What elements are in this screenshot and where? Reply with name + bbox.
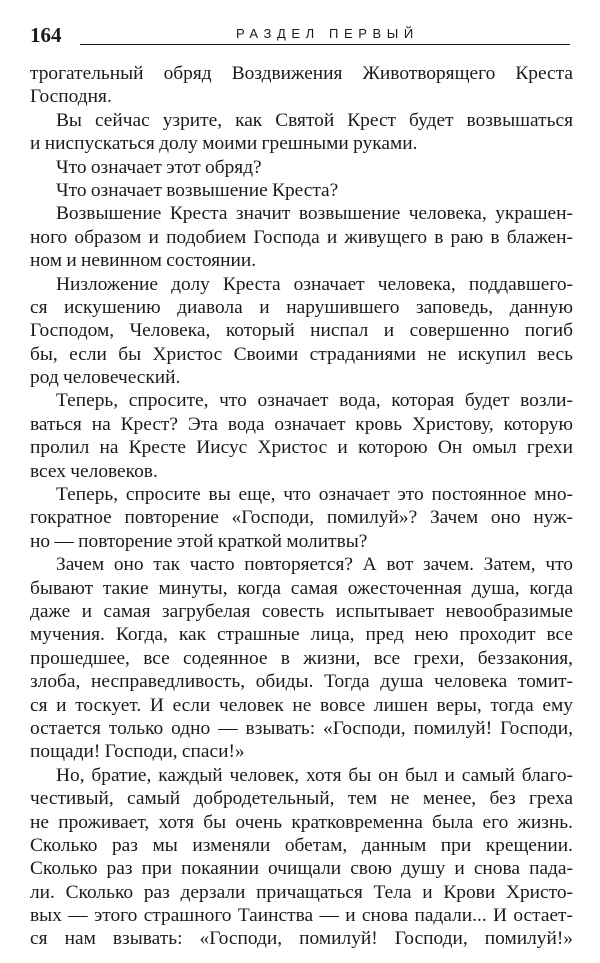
text-line: ного образом и подобием Господа и живущего в раю в блажен- <box>30 226 573 248</box>
text-line: Возвышение Креста значит возвышение человека, украшен- <box>56 203 573 225</box>
text-line: Что означает возвышение Креста? <box>56 179 339 201</box>
text-line: прошедшее, все содеянное в жизни, все грехи, беззакония, <box>30 647 573 669</box>
text-line: Господня. <box>30 86 112 108</box>
text-line: не проживает, хотя бы очень кратковременна была его жизнь. <box>30 811 573 833</box>
text-line: Зачем оно так часто повторяется? А вот зачем. Затем, что <box>56 554 573 576</box>
text-line: род человеческий. <box>30 367 181 389</box>
text-line: ли. Сколько раз дерзали причащаться Тела и Крови Христо- <box>30 881 573 903</box>
text-line: ном и невинном состоянии. <box>30 250 257 272</box>
text-line: ся нам взывать: «Господи, помилуй! Господи, помилуй!» <box>30 928 573 950</box>
text-line: Что означает этот обряд? <box>56 156 262 178</box>
text-line: Сколько раз при покаянии очищали свою душу и снова пада- <box>30 858 573 880</box>
text-line: но — повторение этой краткой молитвы? <box>30 530 368 552</box>
text-line: Но, братие, каждый человек, хотя бы он был и самый благо- <box>56 764 573 786</box>
text-line: Теперь, спросите, что означает вода, которая будет возли- <box>56 390 573 412</box>
text-line: гократное повторение «Господи, помилуй»? Зачем оно нуж- <box>30 507 573 529</box>
text-line: ваться на Крест? Эта вода означает кровь Христову, которую <box>30 413 573 435</box>
text-line: честивый, самый добродетельный, тем не менее, без греха <box>30 788 573 810</box>
text-line: всех человеков. <box>30 460 158 482</box>
text-line: пролил на Кресте Иисус Христос и которою Он омыл грехи <box>30 437 573 459</box>
page-header <box>30 20 570 50</box>
page-number: 164 <box>30 23 62 47</box>
header-rule <box>80 44 570 45</box>
text-line: Теперь, спросите вы еще, что означает это постоянное мно- <box>56 484 573 506</box>
text-line: ся и тоскует. И если человек не вовсе лишен веры, тогда ему <box>30 694 573 716</box>
text-line: ся искушению диавола и нарушившего заповедь, данную <box>30 296 573 318</box>
text-line: остается только одно — взывать: «Господи, помилуй! Господи, <box>30 717 573 739</box>
running-head: РАЗДЕЛ ПЕРВЫЙ <box>236 26 419 41</box>
text-line: пощади! Господи, спаси!» <box>30 741 245 763</box>
text-line: вых — этого страшного Таинства — и снова падали... И остает- <box>30 905 573 927</box>
text-line: даже и самая загрубелая совесть испытывает невообразимые <box>30 600 573 622</box>
text-line: Низложение долу Креста означает человека, поддавшего- <box>56 273 573 295</box>
body-text <box>30 62 573 951</box>
text-line: и ниспускаться долу моими грешными руками. <box>30 133 418 155</box>
text-line: Господом, Человека, который ниспал и совершенно погиб <box>30 320 573 342</box>
text-line: злоба, несправедливость, обиды. Тогда душа человека томит- <box>30 671 573 693</box>
text-line: трогательный обряд Воздвижения Животворящего Креста <box>30 63 573 84</box>
text-line: бы, если бы Христос Своими страданиями не искупил весь <box>30 343 573 365</box>
text-line: Вы сейчас узрите, как Святой Крест будет возвышаться <box>56 109 573 131</box>
text-line: бывают такие минуты, когда самая ожесточенная душа, когда <box>30 577 573 599</box>
text-line: мучения. Когда, как страшные лица, пред нею проходит все <box>30 624 573 646</box>
text-line: Сколько раз мы изменяли обетам, данным при крещении. <box>30 834 573 856</box>
